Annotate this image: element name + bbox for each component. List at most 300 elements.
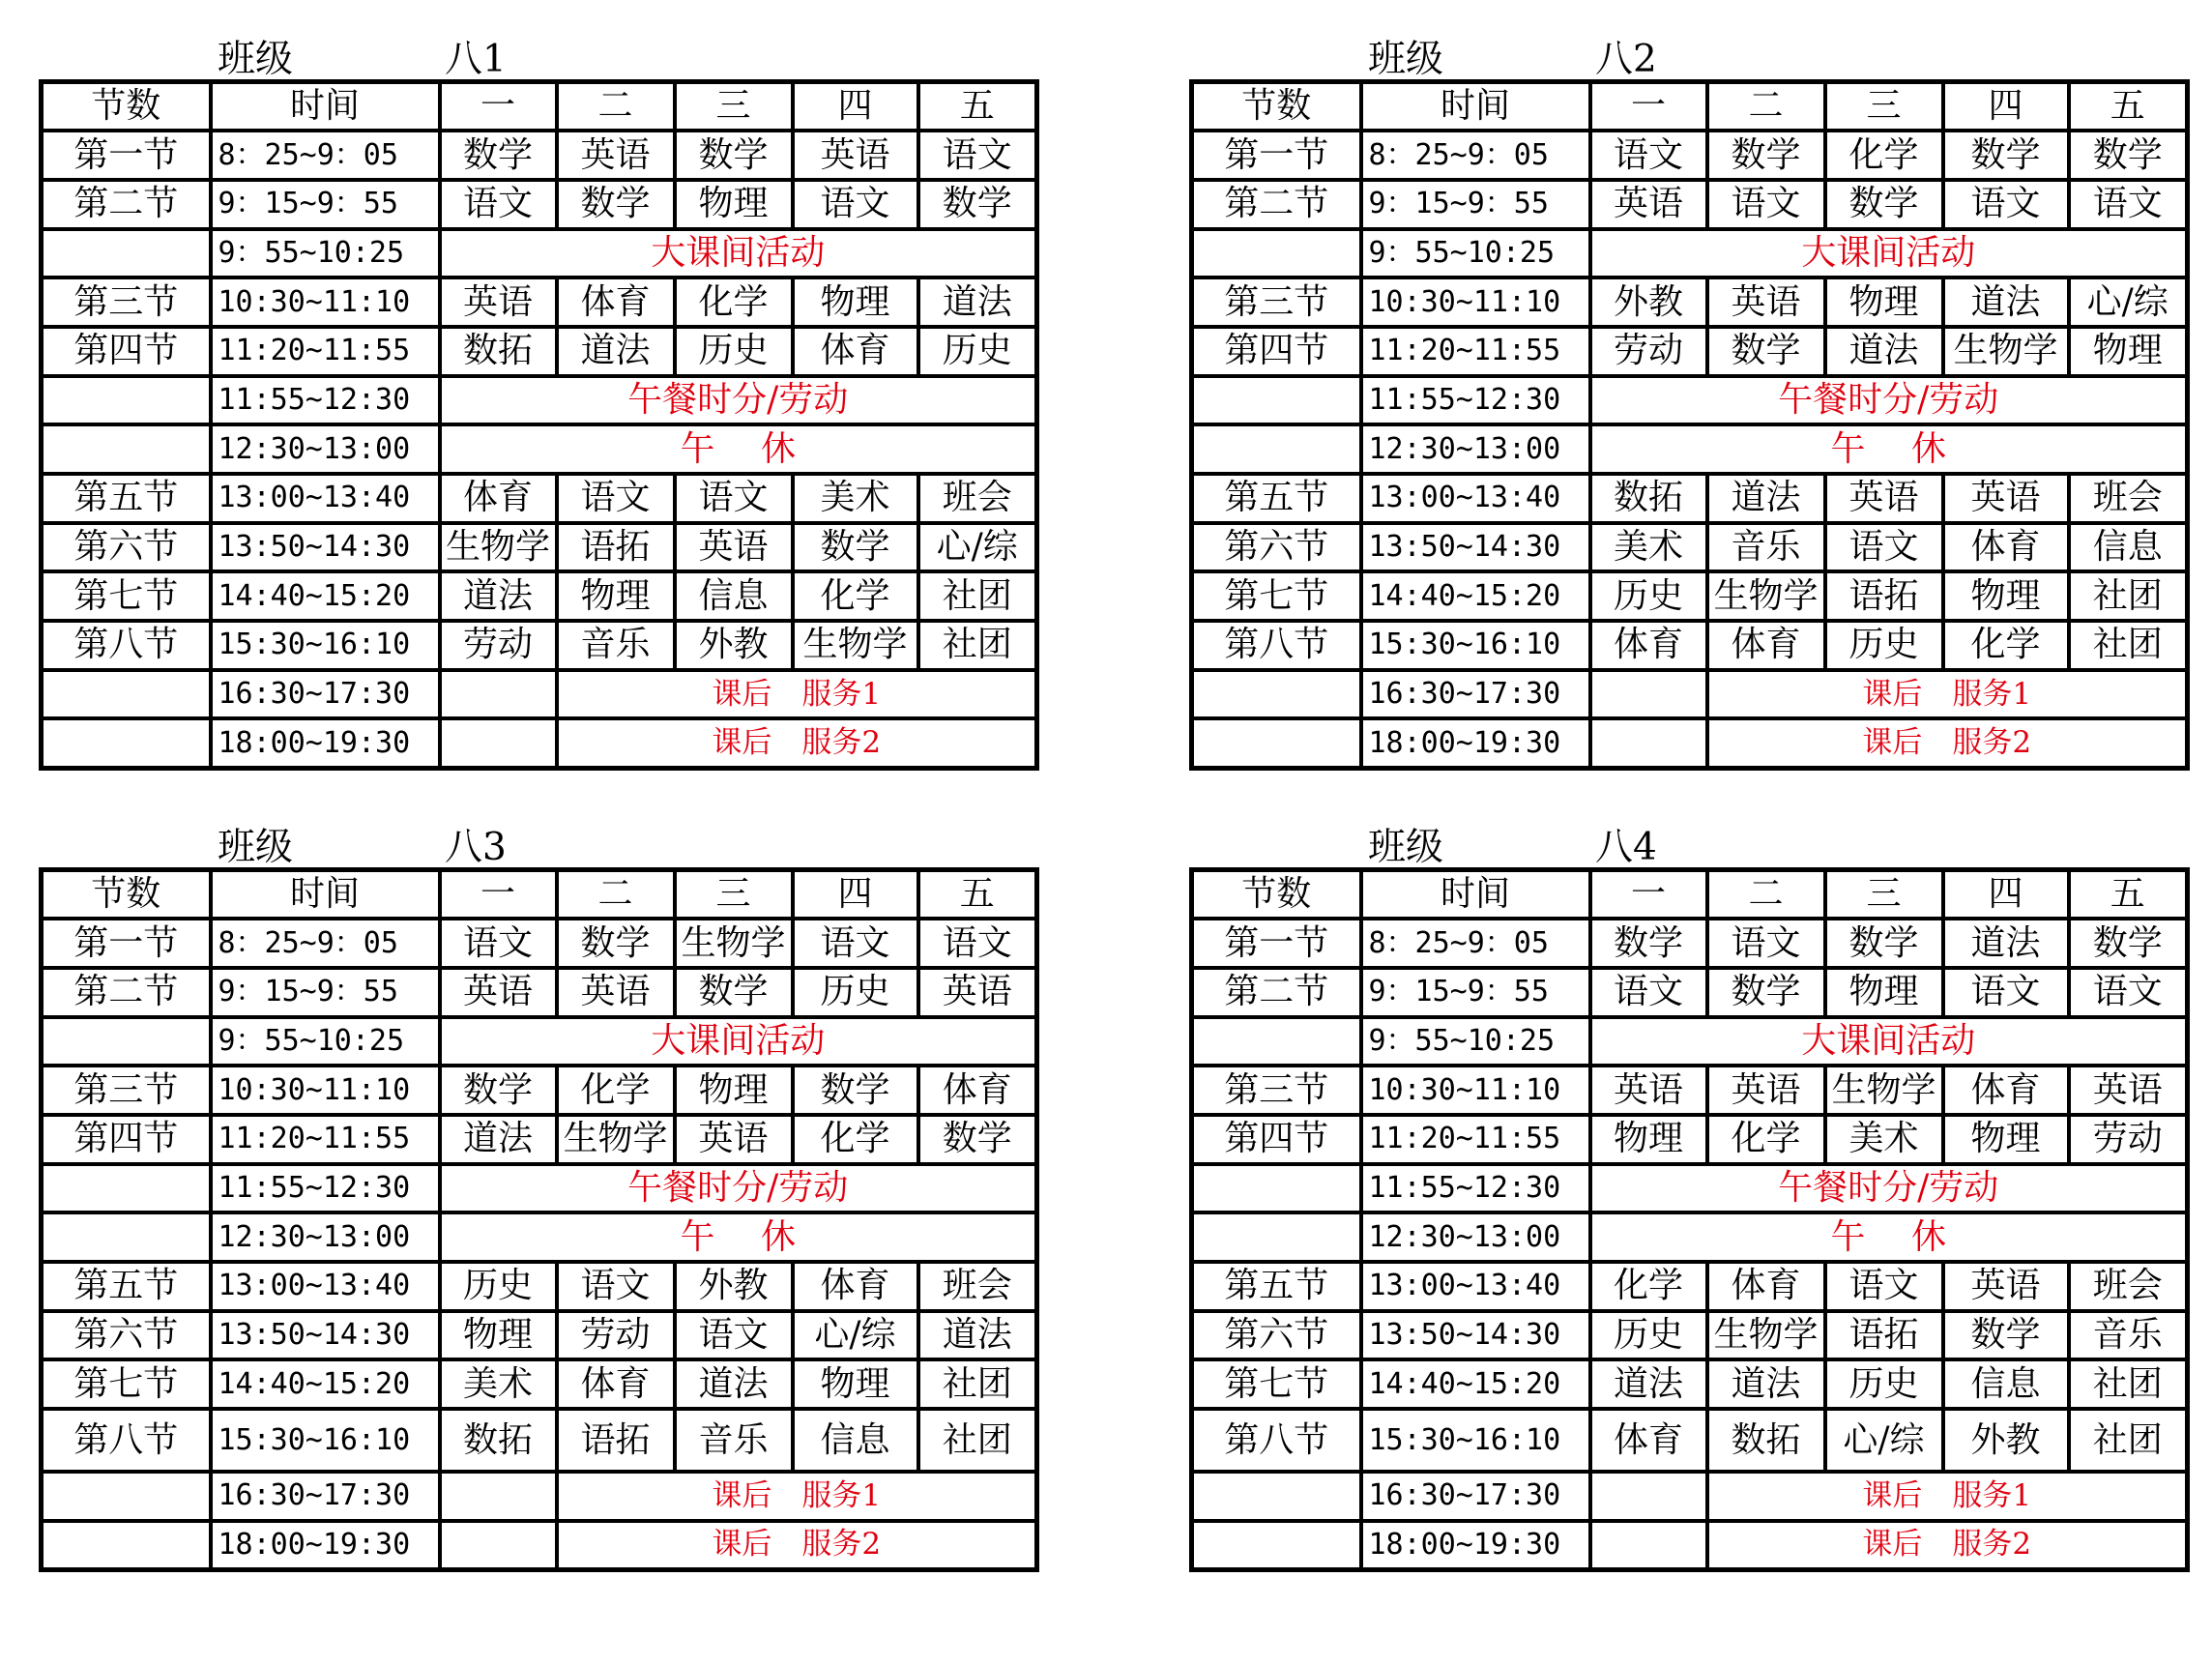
lesson-cell: 心/综 — [918, 523, 1037, 572]
table-row — [42, 1262, 1037, 1311]
period-cell — [1192, 1017, 1361, 1066]
lesson-cell: 音乐 — [557, 621, 675, 670]
lesson-cell: 语文 — [440, 919, 557, 968]
lesson-cell: 体育 — [1943, 1066, 2069, 1115]
period-cell: 第四节 — [42, 327, 211, 376]
lesson-cell: 英语 — [1707, 278, 1825, 327]
event-cell: 午 休 — [1590, 1212, 2188, 1262]
lesson-cell: 语文 — [557, 474, 675, 523]
table-row — [1192, 718, 2188, 768]
period-cell: 第一节 — [42, 131, 211, 180]
table-row — [42, 424, 1037, 474]
empty-cell — [1590, 1472, 1707, 1521]
lesson-cell: 英语 — [1590, 1066, 1707, 1115]
service-cell: 课后 服务1 — [557, 670, 1037, 719]
lesson-cell: 英语 — [1707, 1066, 1825, 1115]
period-cell — [1192, 1472, 1361, 1521]
table-row — [1192, 1521, 2188, 1570]
time-cell: 11:20~11:55 — [1361, 327, 1590, 376]
table-row — [42, 1017, 1037, 1066]
lesson-cell: 历史 — [440, 1262, 557, 1311]
table-row — [42, 1164, 1037, 1213]
lesson-cell: 化学 — [1825, 131, 1943, 180]
time-cell: 11:55~12:30 — [211, 1164, 440, 1213]
time-cell: 12:30~13:00 — [211, 1212, 440, 1262]
period-cell — [42, 1521, 211, 1570]
period-cell — [1192, 376, 1361, 425]
event-cell: 午餐时分/劳动 — [440, 376, 1037, 425]
service-cell: 课后 服务2 — [557, 718, 1037, 768]
time-cell: 11:55~12:30 — [1361, 376, 1590, 425]
lesson-cell: 道法 — [675, 1359, 793, 1409]
lesson-cell: 化学 — [1590, 1262, 1707, 1311]
lesson-cell: 数学 — [1707, 327, 1825, 376]
class-name: 八4 — [1595, 826, 1657, 869]
lesson-cell: 生物学 — [1707, 1311, 1825, 1360]
lesson-cell: 物理 — [1590, 1115, 1707, 1164]
time-cell: 12:30~13:00 — [211, 424, 440, 474]
lesson-cell: 体育 — [793, 327, 918, 376]
lesson-cell: 劳动 — [1590, 327, 1707, 376]
lesson-cell: 数学 — [675, 131, 793, 180]
lesson-cell: 道法 — [440, 1115, 557, 1164]
header-day: 三 — [675, 82, 793, 131]
lesson-cell: 信息 — [2069, 523, 2188, 572]
table-row — [42, 327, 1037, 376]
period-cell: 第七节 — [42, 571, 211, 621]
period-cell — [42, 376, 211, 425]
header-time: 时间 — [211, 82, 440, 131]
lesson-cell: 道法 — [918, 278, 1037, 327]
class-name: 八3 — [445, 826, 507, 869]
lesson-cell: 物理 — [1943, 1115, 2069, 1164]
lesson-cell: 劳动 — [440, 621, 557, 670]
header-day: 四 — [793, 82, 918, 131]
table-row — [42, 1212, 1037, 1262]
lesson-cell: 语文 — [1590, 131, 1707, 180]
table-row — [1192, 229, 2188, 278]
lesson-cell: 外教 — [1590, 278, 1707, 327]
table-row — [42, 1359, 1037, 1409]
lesson-cell: 英语 — [440, 278, 557, 327]
lesson-cell: 英语 — [675, 523, 793, 572]
lesson-cell: 英语 — [918, 968, 1037, 1017]
service-cell: 课后 服务1 — [1707, 670, 2188, 719]
table-row — [42, 131, 1037, 180]
time-cell: 16:30~17:30 — [1361, 1472, 1590, 1521]
lesson-cell: 物理 — [2069, 327, 2188, 376]
period-cell: 第八节 — [1192, 1409, 1361, 1472]
period-cell: 第二节 — [42, 968, 211, 1017]
table-row — [42, 571, 1037, 621]
period-cell: 第八节 — [1192, 621, 1361, 670]
lesson-cell: 英语 — [793, 131, 918, 180]
class-title — [1189, 27, 2190, 79]
time-cell: 11:20~11:55 — [1361, 1115, 1590, 1164]
time-cell: 11:20~11:55 — [211, 327, 440, 376]
time-cell: 18:00~19:30 — [1361, 718, 1590, 768]
lesson-cell: 历史 — [1825, 621, 1943, 670]
lesson-cell: 语拓 — [1825, 571, 1943, 621]
table-row — [1192, 621, 2188, 670]
header-time: 时间 — [211, 870, 440, 920]
period-cell: 第五节 — [42, 474, 211, 523]
lesson-cell: 物理 — [675, 180, 793, 229]
lesson-cell: 劳动 — [557, 1311, 675, 1360]
header-day: 四 — [1943, 82, 2069, 131]
time-cell: 10:30~11:10 — [211, 278, 440, 327]
period-cell — [1192, 670, 1361, 719]
lesson-cell: 道法 — [1707, 1359, 1825, 1409]
lesson-cell: 化学 — [1943, 621, 2069, 670]
period-cell: 第六节 — [42, 523, 211, 572]
table-row — [1192, 180, 2188, 229]
period-cell — [42, 1212, 211, 1262]
lesson-cell: 音乐 — [2069, 1311, 2188, 1360]
time-cell: 15:30~16:10 — [1361, 621, 1590, 670]
event-cell: 午 休 — [1590, 424, 2188, 474]
lesson-cell: 劳动 — [2069, 1115, 2188, 1164]
period-cell — [1192, 718, 1361, 768]
lesson-cell: 化学 — [793, 1115, 918, 1164]
lesson-cell: 音乐 — [1707, 523, 1825, 572]
table-row — [42, 1115, 1037, 1164]
time-cell: 14:40~15:20 — [1361, 1359, 1590, 1409]
table-row — [1192, 1311, 2188, 1360]
lesson-cell: 历史 — [1590, 571, 1707, 621]
lesson-cell: 外教 — [1943, 1409, 2069, 1472]
table-row — [42, 376, 1037, 425]
lesson-cell: 语文 — [1943, 180, 2069, 229]
lesson-cell: 物理 — [793, 278, 918, 327]
table-row — [1192, 131, 2188, 180]
class-label: 班级 — [1368, 826, 1444, 869]
period-cell: 第三节 — [42, 1066, 211, 1115]
empty-cell — [440, 1521, 557, 1570]
period-cell: 第七节 — [1192, 1359, 1361, 1409]
time-cell: 13:00~13:40 — [211, 1262, 440, 1311]
event-cell: 午 休 — [440, 424, 1037, 474]
lesson-cell: 数学 — [1825, 180, 1943, 229]
lesson-cell: 化学 — [1707, 1115, 1825, 1164]
time-cell: 15:30~16:10 — [211, 621, 440, 670]
header-day: 三 — [1825, 82, 1943, 131]
time-cell: 13:50~14:30 — [211, 523, 440, 572]
time-cell: 14:40~15:20 — [211, 571, 440, 621]
lesson-cell: 语文 — [918, 919, 1037, 968]
lesson-cell: 英语 — [1943, 1262, 2069, 1311]
header-day: 二 — [1707, 82, 1825, 131]
lesson-cell: 美术 — [793, 474, 918, 523]
lesson-cell: 语文 — [1825, 523, 1943, 572]
lesson-cell: 语文 — [1707, 180, 1825, 229]
table-row — [1192, 376, 2188, 425]
header-day: 一 — [440, 82, 557, 131]
table-row — [1192, 1212, 2188, 1262]
lesson-cell: 物理 — [1825, 968, 1943, 1017]
time-cell: 13:50~14:30 — [1361, 1311, 1590, 1360]
lesson-cell: 美术 — [440, 1359, 557, 1409]
header-period: 节数 — [1192, 82, 1361, 131]
time-cell: 10:30~11:10 — [211, 1066, 440, 1115]
header-time: 时间 — [1361, 82, 1590, 131]
lesson-cell: 生物学 — [440, 523, 557, 572]
period-cell: 第三节 — [1192, 278, 1361, 327]
lesson-cell: 英语 — [1590, 180, 1707, 229]
lesson-cell: 社团 — [2069, 1359, 2188, 1409]
table-row — [1192, 1359, 2188, 1409]
lesson-cell: 语文 — [440, 180, 557, 229]
time-cell: 8：25~9：05 — [1361, 919, 1590, 968]
lesson-cell: 语文 — [557, 1262, 675, 1311]
lesson-cell: 物理 — [440, 1311, 557, 1360]
time-cell: 13:00~13:40 — [211, 474, 440, 523]
time-cell: 9：15~9：55 — [1361, 968, 1590, 1017]
lesson-cell: 体育 — [1590, 621, 1707, 670]
table-row — [42, 180, 1037, 229]
period-cell: 第七节 — [42, 1359, 211, 1409]
lesson-cell: 化学 — [557, 1066, 675, 1115]
lesson-cell: 信息 — [675, 571, 793, 621]
period-cell — [42, 718, 211, 768]
header-day: 二 — [1707, 870, 1825, 920]
lesson-cell: 英语 — [557, 968, 675, 1017]
empty-cell — [1590, 1521, 1707, 1570]
period-cell — [42, 1164, 211, 1213]
lesson-cell: 班会 — [918, 1262, 1037, 1311]
lesson-cell: 语文 — [1825, 1262, 1943, 1311]
lesson-cell: 体育 — [1943, 523, 2069, 572]
event-cell: 午餐时分/劳动 — [1590, 376, 2188, 425]
time-cell: 9：55~10:25 — [211, 229, 440, 278]
lesson-cell: 数学 — [1825, 919, 1943, 968]
period-cell: 第六节 — [1192, 1311, 1361, 1360]
timetable-block-3 — [39, 815, 1039, 1572]
class-title — [39, 27, 1039, 79]
time-cell: 9：55~10:25 — [211, 1017, 440, 1066]
header-time: 时间 — [1361, 870, 1590, 920]
lesson-cell: 心/综 — [1825, 1409, 1943, 1472]
table-row — [42, 718, 1037, 768]
header-day: 三 — [1825, 870, 1943, 920]
service-cell: 课后 服务2 — [557, 1521, 1037, 1570]
header-day: 五 — [918, 82, 1037, 131]
timetable — [1189, 79, 2190, 771]
lesson-cell: 物理 — [675, 1066, 793, 1115]
lesson-cell: 生物学 — [793, 621, 918, 670]
period-cell: 第五节 — [1192, 1262, 1361, 1311]
time-cell: 14:40~15:20 — [211, 1359, 440, 1409]
period-cell — [42, 1017, 211, 1066]
lesson-cell: 数学 — [557, 919, 675, 968]
header-day: 二 — [557, 870, 675, 920]
lesson-cell: 体育 — [557, 278, 675, 327]
lesson-cell: 道法 — [1943, 278, 2069, 327]
table-row — [1192, 1115, 2188, 1164]
event-cell: 午餐时分/劳动 — [440, 1164, 1037, 1213]
lesson-cell: 数学 — [2069, 131, 2188, 180]
time-cell: 18:00~19:30 — [211, 1521, 440, 1570]
lesson-cell: 生物学 — [1707, 571, 1825, 621]
header-day: 四 — [1943, 870, 2069, 920]
lesson-cell: 语文 — [1590, 968, 1707, 1017]
header-day: 五 — [2069, 82, 2188, 131]
lesson-cell: 社团 — [2069, 1409, 2188, 1472]
lesson-cell: 道法 — [1590, 1359, 1707, 1409]
time-cell: 12:30~13:00 — [1361, 1212, 1590, 1262]
time-cell: 9：15~9：55 — [211, 968, 440, 1017]
timetable — [1189, 867, 2190, 1572]
time-cell: 18:00~19:30 — [211, 718, 440, 768]
lesson-cell: 英语 — [2069, 1066, 2188, 1115]
period-cell: 第二节 — [1192, 180, 1361, 229]
lesson-cell: 英语 — [675, 1115, 793, 1164]
lesson-cell: 道法 — [918, 1311, 1037, 1360]
period-cell: 第一节 — [1192, 131, 1361, 180]
lesson-cell: 数学 — [1707, 131, 1825, 180]
period-cell: 第六节 — [1192, 523, 1361, 572]
period-cell: 第七节 — [1192, 571, 1361, 621]
table-row — [42, 1311, 1037, 1360]
table-row — [1192, 523, 2188, 572]
lesson-cell: 班会 — [918, 474, 1037, 523]
header-day: 三 — [675, 870, 793, 920]
period-cell: 第四节 — [42, 1115, 211, 1164]
table-row — [1192, 1409, 2188, 1472]
table-row — [42, 670, 1037, 719]
time-cell: 15:30~16:10 — [211, 1409, 440, 1472]
lesson-cell: 道法 — [440, 571, 557, 621]
header-day: 一 — [1590, 82, 1707, 131]
event-cell: 大课间活动 — [1590, 229, 2188, 278]
lesson-cell: 语拓 — [557, 523, 675, 572]
lesson-cell: 体育 — [557, 1359, 675, 1409]
class-label: 班级 — [1368, 38, 1444, 81]
lesson-cell: 英语 — [557, 131, 675, 180]
lesson-cell: 数学 — [793, 1066, 918, 1115]
table-row — [1192, 327, 2188, 376]
empty-cell — [440, 718, 557, 768]
lesson-cell: 外教 — [675, 621, 793, 670]
table-row — [42, 523, 1037, 572]
lesson-cell: 物理 — [1943, 571, 2069, 621]
lesson-cell: 社团 — [918, 1359, 1037, 1409]
table-row — [1192, 474, 2188, 523]
class-name: 八2 — [1595, 38, 1657, 81]
period-cell — [1192, 1164, 1361, 1213]
period-cell: 第二节 — [42, 180, 211, 229]
timetable-block-4 — [1189, 815, 2190, 1572]
lesson-cell: 数学 — [440, 131, 557, 180]
class-title — [39, 815, 1039, 867]
period-cell: 第五节 — [42, 1262, 211, 1311]
period-cell — [1192, 1521, 1361, 1570]
lesson-cell: 英语 — [1943, 474, 2069, 523]
lesson-cell: 班会 — [2069, 1262, 2188, 1311]
service-cell: 课后 服务1 — [1707, 1472, 2188, 1521]
header-day: 五 — [918, 870, 1037, 920]
timetable — [39, 867, 1039, 1572]
time-cell: 12:30~13:00 — [1361, 424, 1590, 474]
time-cell: 18:00~19:30 — [1361, 1521, 1590, 1570]
lesson-cell: 数拓 — [440, 327, 557, 376]
lesson-cell: 数拓 — [1590, 474, 1707, 523]
period-cell: 第四节 — [1192, 327, 1361, 376]
lesson-cell: 物理 — [793, 1359, 918, 1409]
time-cell: 11:55~12:30 — [1361, 1164, 1590, 1213]
timetable-block-1 — [39, 27, 1039, 771]
lesson-cell: 班会 — [2069, 474, 2188, 523]
class-label: 班级 — [218, 38, 294, 81]
table-row — [42, 1521, 1037, 1570]
lesson-cell: 音乐 — [675, 1409, 793, 1472]
lesson-cell: 数拓 — [440, 1409, 557, 1472]
time-cell: 13:50~14:30 — [211, 1311, 440, 1360]
event-cell: 大课间活动 — [1590, 1017, 2188, 1066]
empty-cell — [1590, 718, 1707, 768]
lesson-cell: 社团 — [918, 571, 1037, 621]
lesson-cell: 社团 — [918, 621, 1037, 670]
lesson-cell: 化学 — [793, 571, 918, 621]
table-row — [1192, 1017, 2188, 1066]
time-cell: 8：25~9：05 — [211, 131, 440, 180]
time-cell: 9：55~10:25 — [1361, 229, 1590, 278]
lesson-cell: 数学 — [557, 180, 675, 229]
period-cell: 第八节 — [42, 621, 211, 670]
service-cell: 课后 服务2 — [1707, 1521, 2188, 1570]
table-row — [42, 278, 1037, 327]
lesson-cell: 生物学 — [1943, 327, 2069, 376]
header-period: 节数 — [1192, 870, 1361, 920]
time-cell: 16:30~17:30 — [1361, 670, 1590, 719]
lesson-cell: 数学 — [918, 1115, 1037, 1164]
lesson-cell: 历史 — [918, 327, 1037, 376]
header-period: 节数 — [42, 870, 211, 920]
lesson-cell: 美术 — [1590, 523, 1707, 572]
header-period: 节数 — [42, 82, 211, 131]
time-cell: 13:50~14:30 — [1361, 523, 1590, 572]
lesson-cell: 数拓 — [1707, 1409, 1825, 1472]
time-cell: 9：55~10:25 — [1361, 1017, 1590, 1066]
table-row — [1192, 1066, 2188, 1115]
lesson-cell: 体育 — [440, 474, 557, 523]
header-day: 五 — [2069, 870, 2188, 920]
table-row — [42, 968, 1037, 1017]
table-row — [1192, 1262, 2188, 1311]
time-cell: 13:00~13:40 — [1361, 474, 1590, 523]
service-cell: 课后 服务1 — [557, 1472, 1037, 1521]
lesson-cell: 美术 — [1825, 1115, 1943, 1164]
lesson-cell: 语文 — [2069, 968, 2188, 1017]
header-row — [42, 870, 1037, 920]
time-cell: 16:30~17:30 — [211, 1472, 440, 1521]
table-row — [42, 1409, 1037, 1472]
table-row — [42, 1066, 1037, 1115]
period-cell: 第一节 — [1192, 919, 1361, 968]
time-cell: 14:40~15:20 — [1361, 571, 1590, 621]
period-cell: 第六节 — [42, 1311, 211, 1360]
table-row — [1192, 278, 2188, 327]
lesson-cell: 物理 — [1825, 278, 1943, 327]
period-cell — [42, 1472, 211, 1521]
lesson-cell: 道法 — [557, 327, 675, 376]
table-row — [1192, 1164, 2188, 1213]
lesson-cell: 生物学 — [675, 919, 793, 968]
event-cell: 大课间活动 — [440, 229, 1037, 278]
period-cell — [42, 424, 211, 474]
table-row — [42, 474, 1037, 523]
lesson-cell: 心/综 — [2069, 278, 2188, 327]
